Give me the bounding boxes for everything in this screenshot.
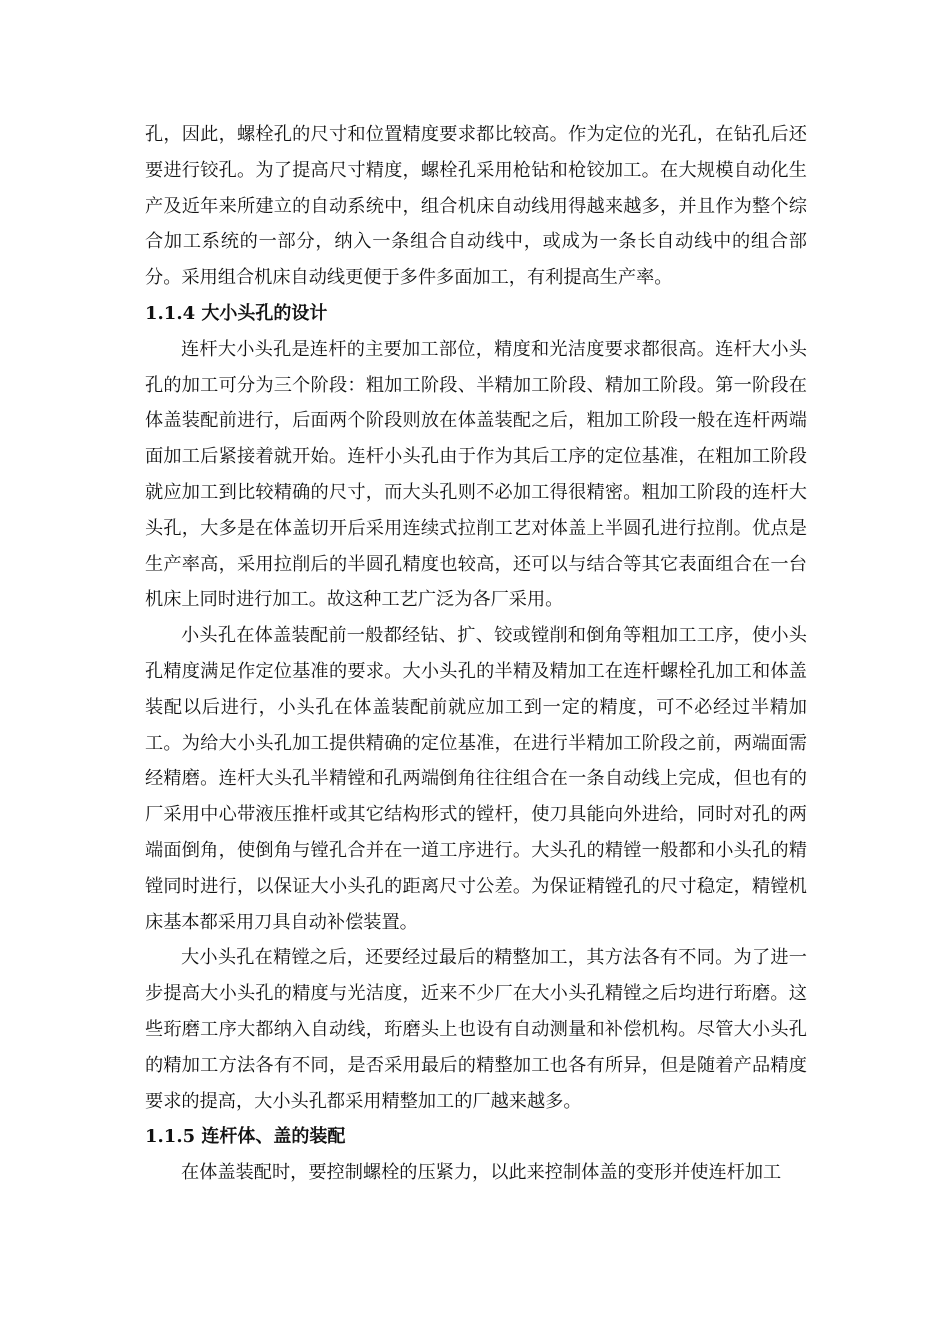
document-page — [145, 117, 807, 1191]
section-heading-1-1-5: 1.1.5 连杆体、盖的装配 — [145, 1126, 346, 1148]
paragraph-body-cap-assembly: 在体盖装配时，要控制螺栓的压紧力，以此来控制体盖的变形并使连杆加工 — [181, 1162, 782, 1184]
paragraph-big-small-hole-stages: 连杆大小头孔是连杆的主要加工部位，精度和光洁度要求都很高。连杆大小头孔的加工可分为三个阶段：粗加工阶段、半精加工阶段、精加工阶段。第一阶段在体盖装配前进行，后面两个阶段则放在体盖装配之后，粗加工阶段一般在连杆两端面加工后紧接着就开始。连杆小头孔由于作为其后工序的定位基准，在粗加工阶段就应加工到比较精确的尺寸，而大头孔则不必加工得很精密。粗加工阶段的连杆大头孔，大多是在体盖切开后采用连续式拉削工艺对体盖上半圆孔进行拉削。优点是生产率高，采用拉削后的半圆孔精度也较高，还可以与结合等其它表面组合在一台机床上同时进行加工。故这种工艺广泛为各厂采用。 — [145, 338, 807, 611]
paragraph-bolt-hole-machining: 孔，因此，螺栓孔的尺寸和位置精度要求都比较高。作为定位的光孔，在钻孔后还要进行铰孔。为了提高尺寸精度，螺栓孔采用枪钻和枪铰加工。在大规模自动化生产及近年来所建立的自动系统中，组合机床自动线用得越来越多，并且作为整个综合加工系统的一部分，纳入一条组合自动线中，或成为一条长自动线中的组合部分。采用组合机床自动线更便于多件多面加工，有利提高生产率。 — [145, 124, 807, 289]
section-heading-1-1-4: 1.1.4 大小头孔的设计 — [145, 302, 328, 324]
paragraph-honing: 大小头孔在精镗之后，还要经过最后的精整加工，其方法各有不同。为了进一步提高大小头孔的精度与光洁度，近来不少厂在大小头孔精镗之后均进行珩磨。这些珩磨工序大都纳入自动线，珩磨头上也设有自动测量和补偿机构。尽管大小头孔的精加工方法各有不同，是否采用最后的精整加工也各有所异，但是随着产品精度要求的提高，大小头孔都采用精整加工的厂越来越多。 — [145, 947, 807, 1112]
paragraph-small-hole-semi-finish: 小头孔在体盖装配前一般都经钻、扩、铰或镗削和倒角等粗加工工序，使小头孔精度满足作定位基准的要求。大小头孔的半精及精加工在连杆螺栓孔加工和体盖装配以后进行，小头孔在体盖装配前就应加工到一定的精度，可不必经过半精加工。为给大小头孔加工提供精确的定位基准，在进行半精加工阶段之前，两端面需经精磨。连杆大头孔半精镗和孔两端倒角往往组合在一条自动线上完成，但也有的厂采用中心带液压推杆或其它结构形式的镗杆，使刀具能向外进给，同时对孔的两端面倒角，使倒角与镗孔合并在一道工序进行。大头孔的精镗一般都和小头孔的精镗同时进行，以保证大小头孔的距离尺寸公差。为保证精镗孔的尺寸稳定，精镗机床基本都采用刀具自动补偿装置。 — [145, 625, 807, 933]
